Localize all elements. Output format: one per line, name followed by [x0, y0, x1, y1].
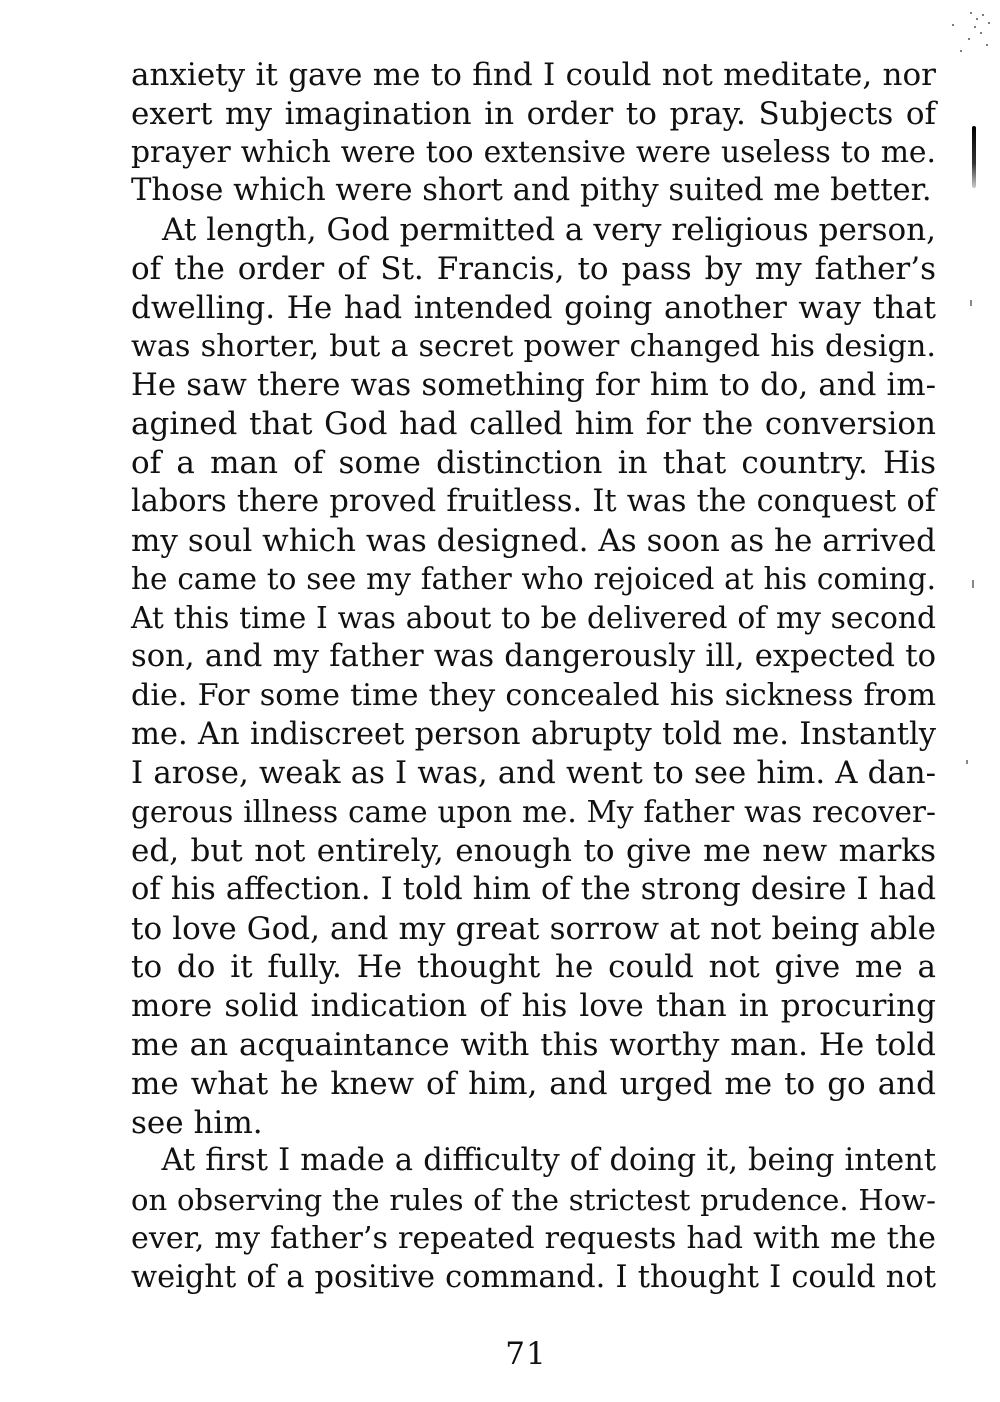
text-line: me. An indiscreet person abrupty told me. Instantly [131, 716, 936, 752]
text-line: anxiety it gave me to find I could not meditate, nor [131, 57, 936, 93]
text-line: to love God, and my great sorrow at not being able [131, 910, 936, 947]
scan-artifact [930, 4, 996, 60]
text-line: of the order of St. Francis, to pass by my father’s [131, 250, 936, 287]
text-line: son, and my father was dangerously ill, expected to [131, 638, 936, 674]
scan-speck [972, 580, 974, 588]
scan-edge-mark [972, 126, 976, 188]
text-line: ever, my father’s repeated requests had with me the [131, 1220, 936, 1256]
text-line: of a man of some distinction in that country. His [131, 444, 936, 481]
text-line: I arose, weak as I was, and went to see him. A dan- [131, 755, 936, 792]
body-text [131, 56, 936, 1298]
text-line: dwelling. He had intended going another way that [131, 289, 936, 326]
text-line: of his affection. I told him of the strong desire I had [131, 871, 936, 907]
scan-speck [966, 760, 968, 764]
text-line: He saw there was something for him to do, and im- [131, 367, 936, 404]
text-line: weight of a positive command. I thought I could not [131, 1259, 936, 1295]
text-line: me what he knew of him, and urged me to go and [131, 1065, 936, 1102]
text-line: ed, but not entirely, enough to give me new marks [131, 832, 936, 869]
text-line: he came to see my father who rejoiced at his coming. [131, 562, 936, 597]
text-line: agined that God had called him for the conversion [131, 406, 936, 443]
text-line: At length, God permitted a very religious person, [131, 212, 936, 249]
scan-speck [970, 300, 972, 306]
text-line: labors there proved fruitless. It was the conquest of [131, 483, 936, 519]
text-line: gerous illness came upon me. My father was recover- [131, 795, 936, 830]
text-line: prayer which were too extensive were useless to me. [131, 134, 936, 170]
text-line: on observing the rules of the strictest prudence. How- [131, 1183, 936, 1218]
text-line: exert my imagination in order to pray. Subjects of [131, 95, 936, 132]
text-line: my soul which was designed. As soon as he arrived [131, 522, 936, 559]
text-line: Those which were short and pithy suited me better. [131, 173, 932, 209]
text-line: At first I made a difficulty of doing it, being intent [131, 1143, 936, 1179]
text-line: was shorter, but a secret power changed his design. [131, 328, 936, 364]
text-line: to do it fully. He thought he could not give me a [131, 949, 936, 986]
text-line: see him. [131, 1104, 263, 1141]
text-line: me an acquaintance with this worthy man. He told [131, 1026, 936, 1063]
page-number [0, 1336, 1000, 1372]
text-line: At this time I was about to be delivered of my second [131, 600, 936, 636]
text-line: die. For some time they concealed his sickness from [131, 677, 936, 713]
text-line: more solid indication of his love than in procuring [131, 988, 936, 1025]
page-number-label: 71 [505, 1336, 547, 1372]
